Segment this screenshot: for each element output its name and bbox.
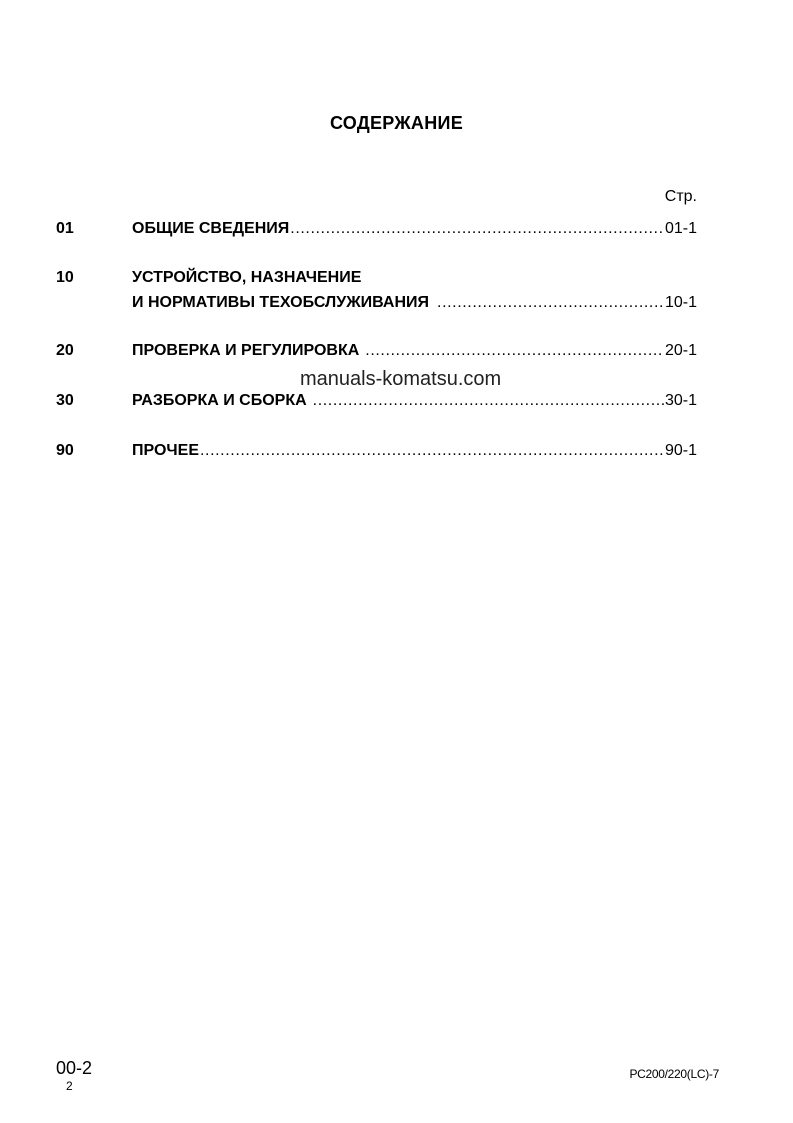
section-title: ОБЩИЕ СВЕДЕНИЯ <box>132 220 290 237</box>
dot-leader <box>437 292 664 314</box>
section-page: 10-1 <box>664 294 697 311</box>
footer-page-number: 00-2 <box>56 1058 93 1078</box>
section-number: 90 <box>56 442 74 459</box>
section-page: 30-1 <box>664 392 697 409</box>
dot-leader <box>313 390 664 412</box>
dot-leader <box>365 340 664 362</box>
dot-leader <box>200 440 664 462</box>
section-number: 10 <box>56 269 74 286</box>
section-page: 20-1 <box>664 342 697 359</box>
watermark: manuals-komatsu.com <box>300 368 502 390</box>
section-title: ПРОЧЕЕ <box>132 442 199 459</box>
section-number: 20 <box>56 342 74 359</box>
section-title-line-2: И НОРМАТИВЫ ТЕХОБСЛУЖИВАНИЯ <box>132 294 430 311</box>
section-title: РАЗБОРКА И СБОРКА <box>132 392 307 409</box>
page-title: СОДЕРЖАНИЕ <box>329 113 464 133</box>
footer-model: PC200/220(LC)-7 <box>629 1067 719 1081</box>
section-title-line-1: УСТРОЙСТВО, НАЗНАЧЕНИЕ <box>132 269 362 286</box>
section-page: 01-1 <box>664 220 697 237</box>
footer-revision: 2 <box>66 1079 73 1093</box>
page-column-header: Стр. <box>664 188 697 205</box>
section-title: ПРОВЕРКА И РЕГУЛИРОВКА <box>132 342 360 359</box>
section-number: 01 <box>56 220 74 237</box>
section-number: 30 <box>56 392 74 409</box>
dot-leader <box>290 218 664 240</box>
section-page: 90-1 <box>664 442 697 459</box>
